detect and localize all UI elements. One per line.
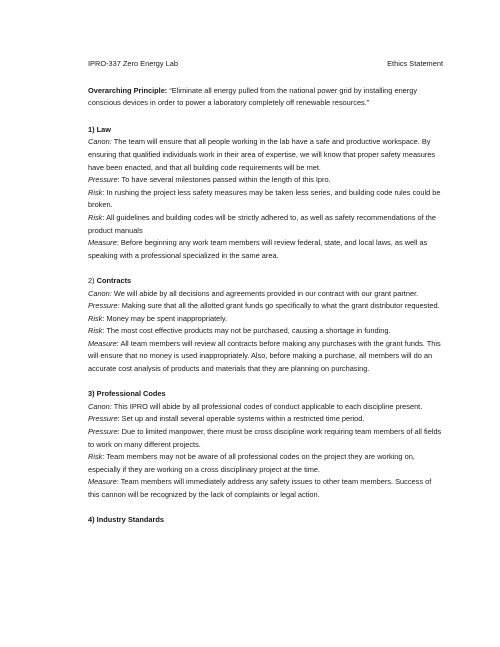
- item-text: This IPRO will abide by all professional codes of conduct applicable to each discipline present.: [111, 401, 423, 411]
- principle-text: “Eliminate all energy pulled from the national power grid by installing energy conscious devices in order to power a laboratory completely off renewable resources.”: [88, 85, 418, 108]
- section-heading: [88, 388, 443, 401]
- section: [88, 124, 443, 263]
- section-item: [88, 325, 443, 338]
- section-item: [88, 136, 443, 174]
- item-label: Pressure: [88, 427, 118, 437]
- item-text: : In rushing the project less safety measures may be taken less series, and building code rules could be broken.: [88, 187, 441, 210]
- section-item: [88, 187, 443, 212]
- section-item: [88, 451, 443, 476]
- item-label: Pressure: [88, 175, 118, 185]
- section-item: [88, 313, 443, 326]
- item-label: Canon:: [88, 401, 112, 411]
- section-title: Professional Codes: [96, 389, 166, 399]
- section-item: [88, 476, 443, 501]
- section-item: [88, 174, 443, 187]
- section-title: Industry Standards: [96, 515, 164, 525]
- principle-label: Overarching Principle:: [88, 85, 168, 95]
- section-number: 2): [88, 275, 95, 285]
- section-number: 3): [88, 389, 95, 399]
- item-text: : Money may be spent inappropriately.: [102, 313, 228, 323]
- item-label: Risk: [88, 313, 103, 323]
- item-text: : Team members may not be aware of all professional codes on the project they are working on, especially if they are working on a cross disciplinary project at the time.: [88, 452, 415, 474]
- item-label: Canon:: [88, 288, 112, 298]
- item-label: Measure: [88, 338, 117, 348]
- section: [88, 388, 443, 501]
- header-doc-type: Ethics Statement: [387, 59, 443, 68]
- section-item: [88, 300, 443, 313]
- section: [88, 514, 443, 527]
- section-heading: [88, 514, 443, 527]
- item-label: Pressure:: [88, 301, 120, 311]
- item-label: Risk: [88, 212, 103, 222]
- header-title: IPRO-337 Zero Energy Lab: [88, 59, 178, 68]
- item-text: : Team members will immediately address any safety issues to other team members. Success of this cannon will be recognized by the lack of complaints or legal action.: [88, 477, 432, 499]
- section-item: [88, 237, 443, 262]
- item-text: : All guidelines and building codes will be strictly adhered to, as well as safety recommendations of the product manuals: [88, 212, 436, 235]
- item-text: : The most cost effective products may not be purchased, causing a shortage in funding.: [102, 326, 391, 336]
- item-text: The team will ensure that all people working in the lab have a safe and productive workspace. By ensuring that qualified individuals work in their area of expertise, we will know that proper safety measures have been enacted, and that all building code requirements will be met.: [88, 137, 436, 172]
- section-item: [88, 212, 443, 237]
- item-label: Canon:: [88, 137, 112, 147]
- item-label: Risk: [88, 452, 103, 462]
- item-label: Pressure: [88, 414, 118, 424]
- document-body: [88, 58, 443, 539]
- section: [88, 275, 443, 376]
- section-item: [88, 288, 443, 301]
- item-text: : Before beginning any work team members will review federal, state, and local laws, as well as speaking with a professional specialized in the same area.: [88, 238, 428, 260]
- section-heading: [88, 275, 443, 288]
- section-number: 1): [88, 124, 95, 134]
- item-text: : Due to limited manpower, there must be cross discipline work requiring team members of all fields to work on many different projects.: [88, 427, 442, 449]
- item-label: Measure: [88, 238, 117, 248]
- sections-list: [88, 124, 443, 527]
- section-item: [88, 413, 443, 426]
- section-item: [88, 338, 443, 376]
- item-text: : Set up and install several operable systems within a restricted time period.: [117, 414, 365, 424]
- item-text: Making sure that all the allotted grant funds go specifically to what the grant distributor requested.: [119, 301, 440, 311]
- section-title: Contracts: [96, 275, 132, 285]
- item-label: Risk: [88, 187, 103, 197]
- overarching-principle: [88, 85, 443, 110]
- section-number: 4): [88, 515, 95, 525]
- section-item: [88, 426, 443, 451]
- page-header: [88, 58, 443, 71]
- section-item: [88, 401, 443, 414]
- section-title: Law: [96, 124, 112, 134]
- item-label: Measure: [88, 477, 117, 487]
- item-text: We will abide by all decisions and agreements provided in our contract with our grant partner.: [111, 288, 419, 298]
- item-text: : All team members will review all contracts before making any purchases with the grant funds. This will ensure that no money is used inappropriately. Also, before making a purchase, all members will do an accurate cost analysis of products and materials that they are planning on purchasing.: [88, 338, 441, 374]
- item-text: : To have several milestones passed within the length of this Ipro.: [117, 175, 331, 185]
- section-heading: [88, 124, 443, 137]
- item-label: Risk: [88, 326, 103, 336]
